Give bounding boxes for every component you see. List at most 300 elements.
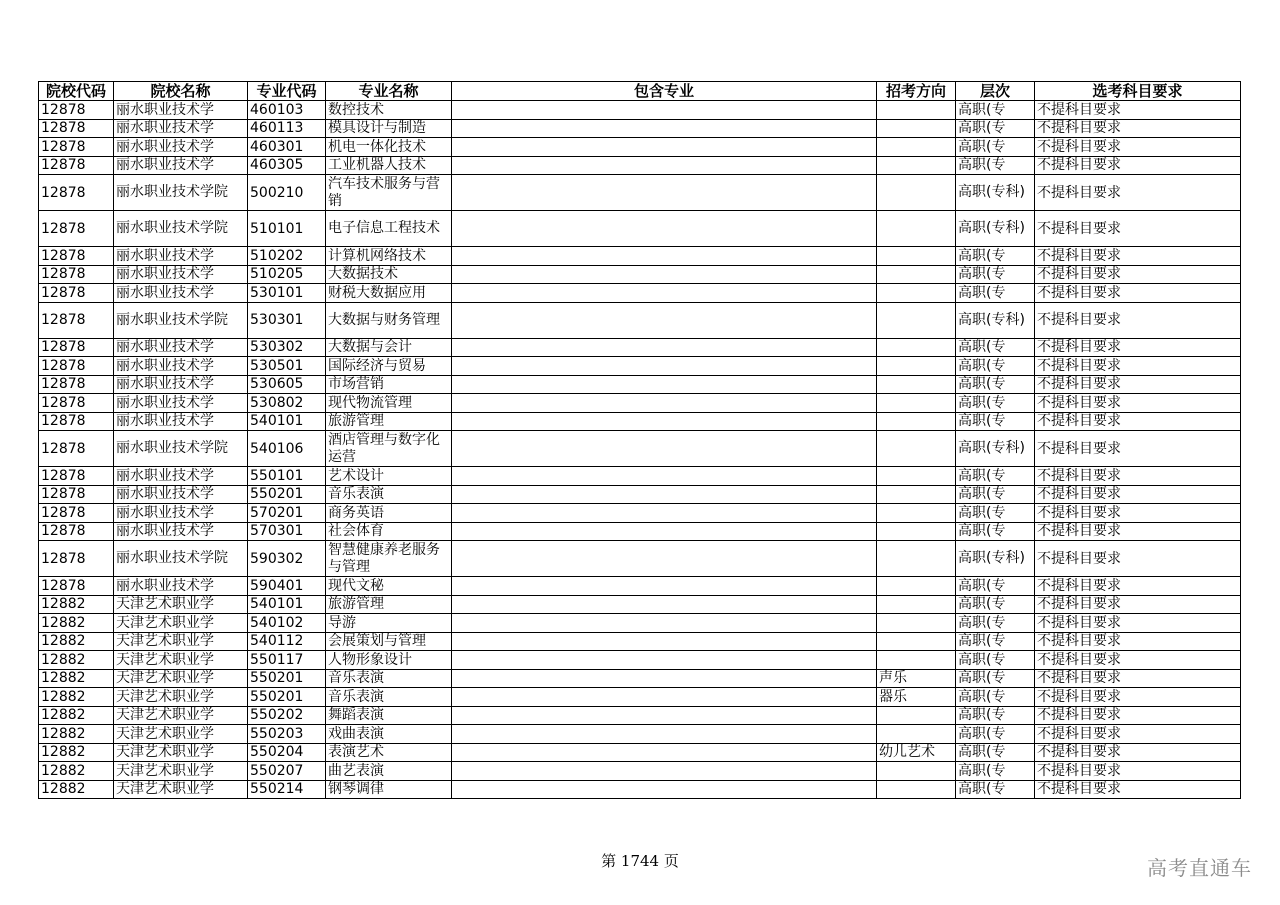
- cell-direction: [877, 780, 956, 799]
- cell-school-name: 丽水职业技术学: [114, 485, 248, 504]
- cell-school-name: 天津艺术职业学: [114, 595, 248, 614]
- cell-major-name: 现代物流管理: [326, 394, 452, 413]
- cell-included-majors: [452, 669, 877, 688]
- cell-school-code: 12882: [39, 743, 114, 762]
- cell-school-name: 丽水职业技术学院: [114, 211, 248, 247]
- cell-school-name: 天津艺术职业学: [114, 688, 248, 707]
- cell-major-code: 460301: [248, 138, 326, 157]
- cell-school-code: 12878: [39, 577, 114, 596]
- cell-school-name: 天津艺术职业学: [114, 632, 248, 651]
- cell-school-code: 12878: [39, 504, 114, 523]
- cell-level: 高职(专: [956, 485, 1035, 504]
- cell-major-name: 工业机器人技术: [326, 156, 452, 175]
- table-row: [39, 394, 1241, 413]
- cell-direction: [877, 431, 956, 467]
- cell-included-majors: [452, 394, 877, 413]
- cell-school-name: 天津艺术职业学: [114, 651, 248, 670]
- cell-school-code: 12882: [39, 632, 114, 651]
- header-school-name: 院校名称: [114, 82, 248, 101]
- cell-school-code: 12878: [39, 119, 114, 138]
- cell-level: 高职(专: [956, 412, 1035, 431]
- cell-school-code: 12878: [39, 375, 114, 394]
- cell-level: 高职(专: [956, 265, 1035, 284]
- cell-direction: [877, 762, 956, 781]
- cell-requirement: 不提科目要求: [1035, 119, 1241, 138]
- cell-direction: [877, 632, 956, 651]
- cell-direction: [877, 284, 956, 303]
- cell-major-code: 550201: [248, 688, 326, 707]
- table-row: [39, 669, 1241, 688]
- cell-school-code: 12882: [39, 780, 114, 799]
- table-row: [39, 504, 1241, 523]
- cell-level: 高职(专: [956, 138, 1035, 157]
- cell-major-code: 500210: [248, 175, 326, 211]
- cell-requirement: 不提科目要求: [1035, 632, 1241, 651]
- cell-level: 高职(专: [956, 595, 1035, 614]
- cell-requirement: 不提科目要求: [1035, 357, 1241, 376]
- table-row: [39, 651, 1241, 670]
- cell-requirement: 不提科目要求: [1035, 156, 1241, 175]
- cell-major-name: 钢琴调律: [326, 780, 452, 799]
- cell-major-code: 530802: [248, 394, 326, 413]
- cell-school-name: 天津艺术职业学: [114, 780, 248, 799]
- table-row: [39, 412, 1241, 431]
- cell-major-code: 550201: [248, 485, 326, 504]
- cell-school-code: 12882: [39, 725, 114, 744]
- table-row: [39, 780, 1241, 799]
- cell-major-name: 大数据与财务管理: [326, 302, 452, 338]
- cell-school-name: 丽水职业技术学: [114, 101, 248, 120]
- cell-major-name: 表演艺术: [326, 743, 452, 762]
- cell-direction: [877, 706, 956, 725]
- cell-major-code: 550117: [248, 651, 326, 670]
- cell-school-code: 12878: [39, 485, 114, 504]
- cell-school-name: 天津艺术职业学: [114, 725, 248, 744]
- cell-school-code: 12882: [39, 614, 114, 633]
- cell-major-name: 大数据与会计: [326, 338, 452, 357]
- table-row: [39, 138, 1241, 157]
- header-included-majors: 包含专业: [452, 82, 877, 101]
- cell-level: 高职(专: [956, 375, 1035, 394]
- table-row: [39, 725, 1241, 744]
- cell-included-majors: [452, 101, 877, 120]
- cell-included-majors: [452, 412, 877, 431]
- cell-major-name: 财税大数据应用: [326, 284, 452, 303]
- cell-requirement: 不提科目要求: [1035, 284, 1241, 303]
- cell-major-code: 550201: [248, 669, 326, 688]
- table-body: [39, 101, 1241, 799]
- table-row: [39, 247, 1241, 266]
- cell-requirement: 不提科目要求: [1035, 211, 1241, 247]
- cell-requirement: 不提科目要求: [1035, 101, 1241, 120]
- cell-major-name: 计算机网络技术: [326, 247, 452, 266]
- cell-direction: 器乐: [877, 688, 956, 707]
- cell-level: 高职(专: [956, 688, 1035, 707]
- cell-major-name: 模具设计与制造: [326, 119, 452, 138]
- cell-school-code: 12878: [39, 338, 114, 357]
- cell-major-name: 酒店管理与数字化运营: [326, 431, 452, 467]
- cell-major-name: 智慧健康养老服务与管理: [326, 541, 452, 577]
- table-row: [39, 706, 1241, 725]
- cell-school-name: 丽水职业技术学院: [114, 431, 248, 467]
- cell-school-name: 丽水职业技术学: [114, 394, 248, 413]
- cell-school-name: 丽水职业技术学院: [114, 302, 248, 338]
- cell-requirement: 不提科目要求: [1035, 780, 1241, 799]
- table-row: [39, 688, 1241, 707]
- cell-direction: [877, 138, 956, 157]
- cell-major-code: 530101: [248, 284, 326, 303]
- cell-included-majors: [452, 431, 877, 467]
- table-row: [39, 357, 1241, 376]
- cell-major-code: 530501: [248, 357, 326, 376]
- cell-level: 高职(专: [956, 577, 1035, 596]
- table-row: [39, 119, 1241, 138]
- cell-included-majors: [452, 357, 877, 376]
- cell-school-code: 12882: [39, 651, 114, 670]
- cell-direction: [877, 338, 956, 357]
- cell-requirement: 不提科目要求: [1035, 669, 1241, 688]
- table-row: [39, 101, 1241, 120]
- cell-requirement: 不提科目要求: [1035, 175, 1241, 211]
- table-row: [39, 577, 1241, 596]
- table-row: [39, 338, 1241, 357]
- cell-major-name: 国际经济与贸易: [326, 357, 452, 376]
- cell-level: 高职(专科): [956, 541, 1035, 577]
- cell-included-majors: [452, 284, 877, 303]
- cell-level: 高职(专: [956, 725, 1035, 744]
- cell-school-code: 12878: [39, 247, 114, 266]
- cell-direction: [877, 156, 956, 175]
- cell-school-name: 丽水职业技术学: [114, 284, 248, 303]
- cell-school-code: 12878: [39, 101, 114, 120]
- cell-school-code: 12878: [39, 302, 114, 338]
- cell-school-name: 丽水职业技术学: [114, 338, 248, 357]
- cell-requirement: 不提科目要求: [1035, 247, 1241, 266]
- cell-level: 高职(专: [956, 247, 1035, 266]
- cell-included-majors: [452, 375, 877, 394]
- cell-major-code: 510202: [248, 247, 326, 266]
- cell-included-majors: [452, 632, 877, 651]
- cell-direction: [877, 614, 956, 633]
- cell-major-name: 会展策划与管理: [326, 632, 452, 651]
- cell-level: 高职(专: [956, 504, 1035, 523]
- cell-major-code: 550204: [248, 743, 326, 762]
- cell-school-code: 12878: [39, 156, 114, 175]
- cell-school-code: 12878: [39, 467, 114, 486]
- cell-school-name: 丽水职业技术学: [114, 522, 248, 541]
- cell-major-code: 510101: [248, 211, 326, 247]
- cell-level: 高职(专: [956, 669, 1035, 688]
- cell-major-name: 社会体育: [326, 522, 452, 541]
- cell-included-majors: [452, 725, 877, 744]
- table-row: [39, 431, 1241, 467]
- cell-requirement: 不提科目要求: [1035, 431, 1241, 467]
- cell-school-code: 12878: [39, 211, 114, 247]
- cell-requirement: 不提科目要求: [1035, 762, 1241, 781]
- cell-direction: [877, 577, 956, 596]
- cell-school-name: 丽水职业技术学: [114, 375, 248, 394]
- table-row: [39, 375, 1241, 394]
- cell-level: 高职(专: [956, 357, 1035, 376]
- cell-level: 高职(专: [956, 394, 1035, 413]
- cell-school-code: 12878: [39, 431, 114, 467]
- cell-school-name: 天津艺术职业学: [114, 706, 248, 725]
- cell-direction: [877, 119, 956, 138]
- cell-level: 高职(专: [956, 101, 1035, 120]
- cell-included-majors: [452, 541, 877, 577]
- cell-school-name: 天津艺术职业学: [114, 762, 248, 781]
- cell-direction: [877, 651, 956, 670]
- cell-requirement: 不提科目要求: [1035, 338, 1241, 357]
- cell-direction: [877, 302, 956, 338]
- cell-level: 高职(专: [956, 338, 1035, 357]
- cell-level: 高职(专科): [956, 302, 1035, 338]
- cell-level: 高职(专科): [956, 211, 1035, 247]
- cell-requirement: 不提科目要求: [1035, 541, 1241, 577]
- cell-included-majors: [452, 119, 877, 138]
- cell-major-name: 舞蹈表演: [326, 706, 452, 725]
- cell-major-name: 电子信息工程技术: [326, 211, 452, 247]
- cell-school-name: 丽水职业技术学: [114, 357, 248, 376]
- cell-major-name: 大数据技术: [326, 265, 452, 284]
- cell-major-code: 530605: [248, 375, 326, 394]
- cell-level: 高职(专: [956, 119, 1035, 138]
- cell-school-name: 丽水职业技术学院: [114, 175, 248, 211]
- cell-major-code: 530301: [248, 302, 326, 338]
- cell-school-name: 丽水职业技术学: [114, 265, 248, 284]
- cell-major-name: 旅游管理: [326, 595, 452, 614]
- cell-included-majors: [452, 485, 877, 504]
- admissions-table: [38, 81, 1241, 799]
- page-number: 第 1744 页: [601, 852, 679, 870]
- cell-major-code: 550214: [248, 780, 326, 799]
- cell-included-majors: [452, 504, 877, 523]
- cell-direction: [877, 265, 956, 284]
- cell-school-code: 12878: [39, 541, 114, 577]
- cell-included-majors: [452, 211, 877, 247]
- cell-major-name: 人物形象设计: [326, 651, 452, 670]
- cell-major-name: 旅游管理: [326, 412, 452, 431]
- cell-school-name: 丽水职业技术学: [114, 412, 248, 431]
- cell-requirement: 不提科目要求: [1035, 138, 1241, 157]
- cell-major-name: 机电一体化技术: [326, 138, 452, 157]
- table-row: [39, 632, 1241, 651]
- cell-major-code: 540112: [248, 632, 326, 651]
- cell-major-code: 540102: [248, 614, 326, 633]
- cell-direction: [877, 247, 956, 266]
- cell-school-name: 丽水职业技术学: [114, 504, 248, 523]
- table-row: [39, 175, 1241, 211]
- cell-major-name: 数控技术: [326, 101, 452, 120]
- cell-major-code: 510205: [248, 265, 326, 284]
- cell-direction: [877, 522, 956, 541]
- cell-requirement: 不提科目要求: [1035, 595, 1241, 614]
- cell-included-majors: [452, 302, 877, 338]
- cell-school-name: 天津艺术职业学: [114, 669, 248, 688]
- table-row: [39, 265, 1241, 284]
- header-level: 层次: [956, 82, 1035, 101]
- cell-major-code: 590401: [248, 577, 326, 596]
- cell-level: 高职(专: [956, 614, 1035, 633]
- cell-major-code: 550207: [248, 762, 326, 781]
- cell-included-majors: [452, 247, 877, 266]
- cell-direction: [877, 504, 956, 523]
- cell-school-code: 12878: [39, 522, 114, 541]
- table-row: [39, 762, 1241, 781]
- cell-requirement: 不提科目要求: [1035, 302, 1241, 338]
- table-row: [39, 522, 1241, 541]
- cell-major-code: 460103: [248, 101, 326, 120]
- cell-requirement: 不提科目要求: [1035, 577, 1241, 596]
- cell-level: 高职(专: [956, 522, 1035, 541]
- cell-major-name: 音乐表演: [326, 669, 452, 688]
- cell-requirement: 不提科目要求: [1035, 651, 1241, 670]
- cell-major-name: 音乐表演: [326, 688, 452, 707]
- cell-level: 高职(专科): [956, 175, 1035, 211]
- cell-school-name: 天津艺术职业学: [114, 743, 248, 762]
- cell-level: 高职(专: [956, 632, 1035, 651]
- cell-direction: [877, 725, 956, 744]
- cell-school-code: 12878: [39, 138, 114, 157]
- table-row: [39, 211, 1241, 247]
- cell-direction: [877, 412, 956, 431]
- cell-school-code: 12882: [39, 595, 114, 614]
- cell-direction: [877, 485, 956, 504]
- cell-major-code: 460113: [248, 119, 326, 138]
- cell-school-name: 丽水职业技术学: [114, 156, 248, 175]
- cell-requirement: 不提科目要求: [1035, 706, 1241, 725]
- cell-school-code: 12878: [39, 265, 114, 284]
- cell-included-majors: [452, 522, 877, 541]
- table-row: [39, 302, 1241, 338]
- cell-school-name: 丽水职业技术学: [114, 467, 248, 486]
- table-row: [39, 743, 1241, 762]
- cell-school-name: 天津艺术职业学: [114, 614, 248, 633]
- cell-requirement: 不提科目要求: [1035, 522, 1241, 541]
- cell-included-majors: [452, 780, 877, 799]
- cell-school-name: 丽水职业技术学: [114, 577, 248, 596]
- cell-school-code: 12882: [39, 688, 114, 707]
- cell-major-code: 540101: [248, 412, 326, 431]
- cell-requirement: 不提科目要求: [1035, 614, 1241, 633]
- cell-included-majors: [452, 595, 877, 614]
- header-major-code: 专业代码: [248, 82, 326, 101]
- cell-major-code: 570301: [248, 522, 326, 541]
- cell-major-code: 460305: [248, 156, 326, 175]
- cell-included-majors: [452, 762, 877, 781]
- cell-school-code: 12878: [39, 284, 114, 303]
- cell-direction: [877, 595, 956, 614]
- cell-direction: [877, 101, 956, 120]
- cell-included-majors: [452, 688, 877, 707]
- table-row: [39, 467, 1241, 486]
- table-row: [39, 156, 1241, 175]
- cell-major-name: 艺术设计: [326, 467, 452, 486]
- cell-included-majors: [452, 175, 877, 211]
- cell-major-code: 530302: [248, 338, 326, 357]
- table-header-row: [39, 82, 1241, 101]
- cell-major-name: 现代文秘: [326, 577, 452, 596]
- cell-included-majors: [452, 265, 877, 284]
- cell-direction: [877, 467, 956, 486]
- cell-school-code: 12878: [39, 357, 114, 376]
- cell-level: 高职(专: [956, 762, 1035, 781]
- cell-major-name: 戏曲表演: [326, 725, 452, 744]
- cell-major-code: 550203: [248, 725, 326, 744]
- cell-major-name: 音乐表演: [326, 485, 452, 504]
- cell-major-code: 590302: [248, 541, 326, 577]
- cell-included-majors: [452, 338, 877, 357]
- cell-level: 高职(专: [956, 780, 1035, 799]
- cell-included-majors: [452, 614, 877, 633]
- cell-major-name: 汽车技术服务与营销: [326, 175, 452, 211]
- cell-major-name: 导游: [326, 614, 452, 633]
- cell-school-code: 12882: [39, 762, 114, 781]
- header-school-code: 院校代码: [39, 82, 114, 101]
- cell-level: 高职(专: [956, 156, 1035, 175]
- cell-level: 高职(专: [956, 284, 1035, 303]
- cell-school-name: 丽水职业技术学: [114, 119, 248, 138]
- cell-school-code: 12882: [39, 669, 114, 688]
- cell-school-name: 丽水职业技术学院: [114, 541, 248, 577]
- table-row: [39, 595, 1241, 614]
- cell-school-code: 12878: [39, 394, 114, 413]
- cell-school-code: 12882: [39, 706, 114, 725]
- cell-direction: [877, 211, 956, 247]
- cell-direction: [877, 394, 956, 413]
- cell-direction: [877, 541, 956, 577]
- cell-requirement: 不提科目要求: [1035, 375, 1241, 394]
- cell-major-name: 市场营销: [326, 375, 452, 394]
- cell-school-name: 丽水职业技术学: [114, 138, 248, 157]
- cell-included-majors: [452, 706, 877, 725]
- cell-included-majors: [452, 138, 877, 157]
- cell-requirement: 不提科目要求: [1035, 467, 1241, 486]
- watermark: 高考直通车: [1147, 856, 1252, 880]
- cell-level: 高职(专科): [956, 431, 1035, 467]
- cell-requirement: 不提科目要求: [1035, 485, 1241, 504]
- table-row: [39, 485, 1241, 504]
- cell-level: 高职(专: [956, 706, 1035, 725]
- table-row: [39, 284, 1241, 303]
- cell-requirement: 不提科目要求: [1035, 725, 1241, 744]
- cell-major-name: 曲艺表演: [326, 762, 452, 781]
- cell-major-code: 540101: [248, 595, 326, 614]
- header-direction: 招考方向: [877, 82, 956, 101]
- cell-school-code: 12878: [39, 175, 114, 211]
- cell-requirement: 不提科目要求: [1035, 265, 1241, 284]
- cell-direction: [877, 357, 956, 376]
- header-requirement: 选考科目要求: [1035, 82, 1241, 101]
- cell-major-code: 570201: [248, 504, 326, 523]
- cell-requirement: 不提科目要求: [1035, 412, 1241, 431]
- cell-school-code: 12878: [39, 412, 114, 431]
- cell-requirement: 不提科目要求: [1035, 688, 1241, 707]
- cell-level: 高职(专: [956, 467, 1035, 486]
- cell-school-name: 丽水职业技术学: [114, 247, 248, 266]
- cell-included-majors: [452, 743, 877, 762]
- cell-requirement: 不提科目要求: [1035, 394, 1241, 413]
- cell-included-majors: [452, 651, 877, 670]
- cell-direction: 幼儿艺术: [877, 743, 956, 762]
- cell-direction: 声乐: [877, 669, 956, 688]
- cell-direction: [877, 175, 956, 211]
- cell-level: 高职(专: [956, 743, 1035, 762]
- cell-major-code: 540106: [248, 431, 326, 467]
- cell-included-majors: [452, 156, 877, 175]
- cell-major-name: 商务英语: [326, 504, 452, 523]
- cell-requirement: 不提科目要求: [1035, 743, 1241, 762]
